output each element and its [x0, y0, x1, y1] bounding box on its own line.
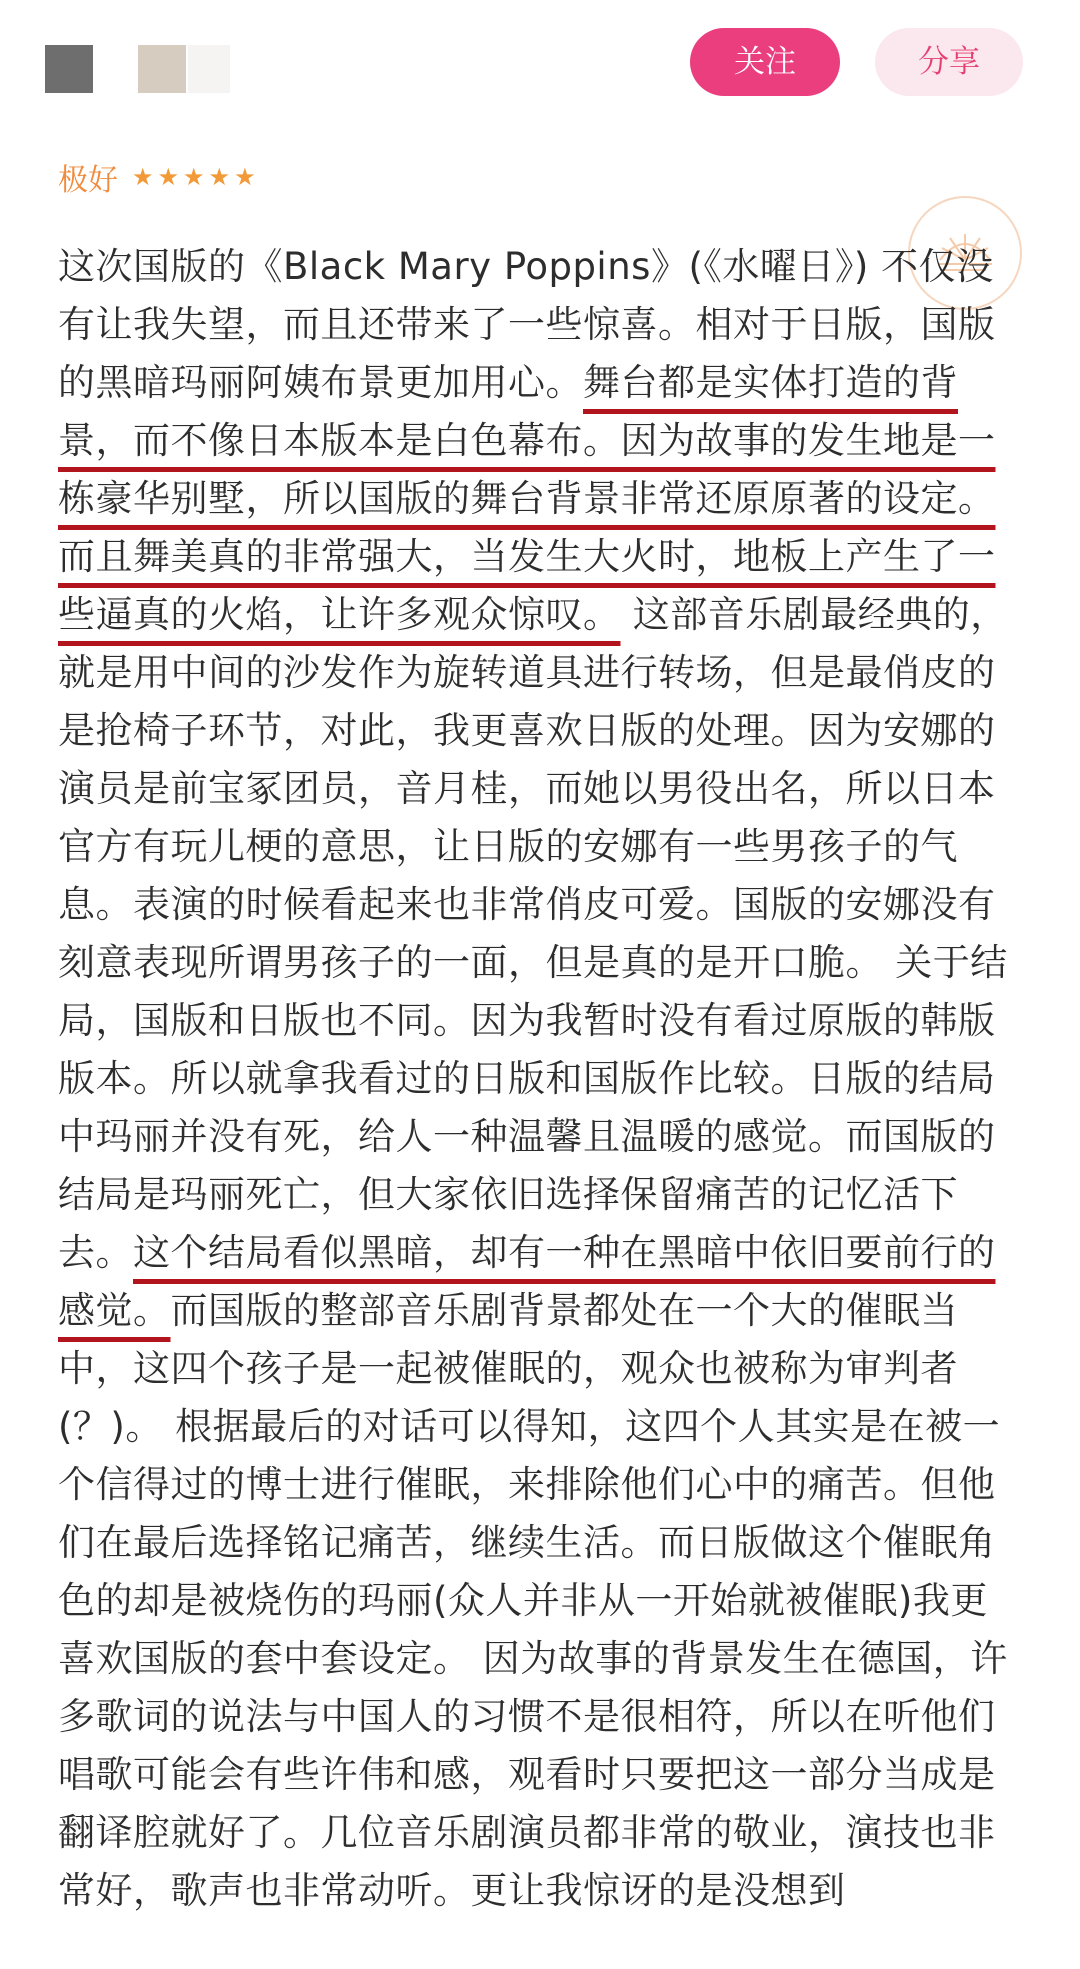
star-icon: ★ — [208, 163, 231, 191]
review-text — [58, 238, 1013, 1920]
review-paragraph: 这次国版的《Black Mary Poppins》(《水曜日》) 不仅没有让我失望，而且还带来了一些惊喜。相对于日版，国版的黑暗玛丽阿姨布景更加用心。 — [58, 245, 996, 404]
follow-button[interactable]: 关注 — [690, 28, 840, 96]
username-redacted-tail — [188, 45, 230, 93]
rating-label: 极好 — [58, 163, 118, 198]
star-icon: ★ — [157, 163, 180, 191]
review-paragraph: 这部音乐剧最经典的，就是用中间的沙发作为旋转道具进行转场，但是最俏皮的是抢椅子环节，对此，我更喜欢日版的处理。因为安娜的演员是前宝冢团员，音月桂，而她以男役出名，所以日本官方有玩儿梗的意思，让日版的安娜有一些男孩子的气息。表演的时候看起来也非常俏皮可爱。国版的安娜没有刻意表现所谓男孩子的一面，但是真的是开口脆。 关于结局，国版和日版也不同。因为我暂时没有看过原版的韩版版本。所以就拿我看过的日版和国版作比较。日版的结局中玛丽并没有死，给人一种温馨且温暖的感觉。而国版的结局是玛丽死亡，但大家依旧选择保留痛苦的记忆活下去。 — [58, 593, 1008, 1274]
highlighted-passage: 这个结局看似黑暗，却有一种在黑暗中依旧要前行的感觉。 — [58, 1231, 996, 1332]
rating-row — [58, 155, 260, 199]
user-avatar[interactable] — [45, 45, 93, 93]
star-icon: ★ — [183, 163, 205, 191]
share-button[interactable]: 分享 — [875, 28, 1023, 96]
star-icon: ★ — [234, 163, 256, 191]
star-icon: ★ — [132, 163, 154, 191]
review-header — [0, 0, 1080, 140]
review-paragraph: 而国版的整部音乐剧背景都处在一个大的催眠当中，这四个孩子是一起被催眠的，观众也被称为审判者(？)。 根据最后的对话可以得知，这四个人其实是在被一个信得过的博士进行催眠，来排除他们心中的痛苦。但他们在最后选择铭记痛苦，继续生活。而日版做这个催眠角色的却是被烧伤的玛丽(众人并非从一开始就被催眠)我更喜欢国版的套中套设定。 因为故事的背景发生在德国，许多歌词的说法与中国人的习惯不是很相符，所以在听他们唱歌可能会有些许伟和感，观看时只要把这一部分当成是翻译腔就好了。几位音乐剧演员都非常的敬业，演技也非常好，歌声也非常动听。更让我惊讶的是没想到 — [58, 1289, 1008, 1912]
highlighted-passage: 舞台都是实体打造的背景，而不像日本版本是白色幕布。因为故事的发生地是一栋豪华别墅，所以国版的舞台背景非常还原原著的设定。而且舞美真的非常强大，当发生大火时，地板上产生了一些逼真的火焰，让许多观众惊叹。 — [58, 361, 996, 636]
username-redacted[interactable] — [138, 45, 186, 93]
